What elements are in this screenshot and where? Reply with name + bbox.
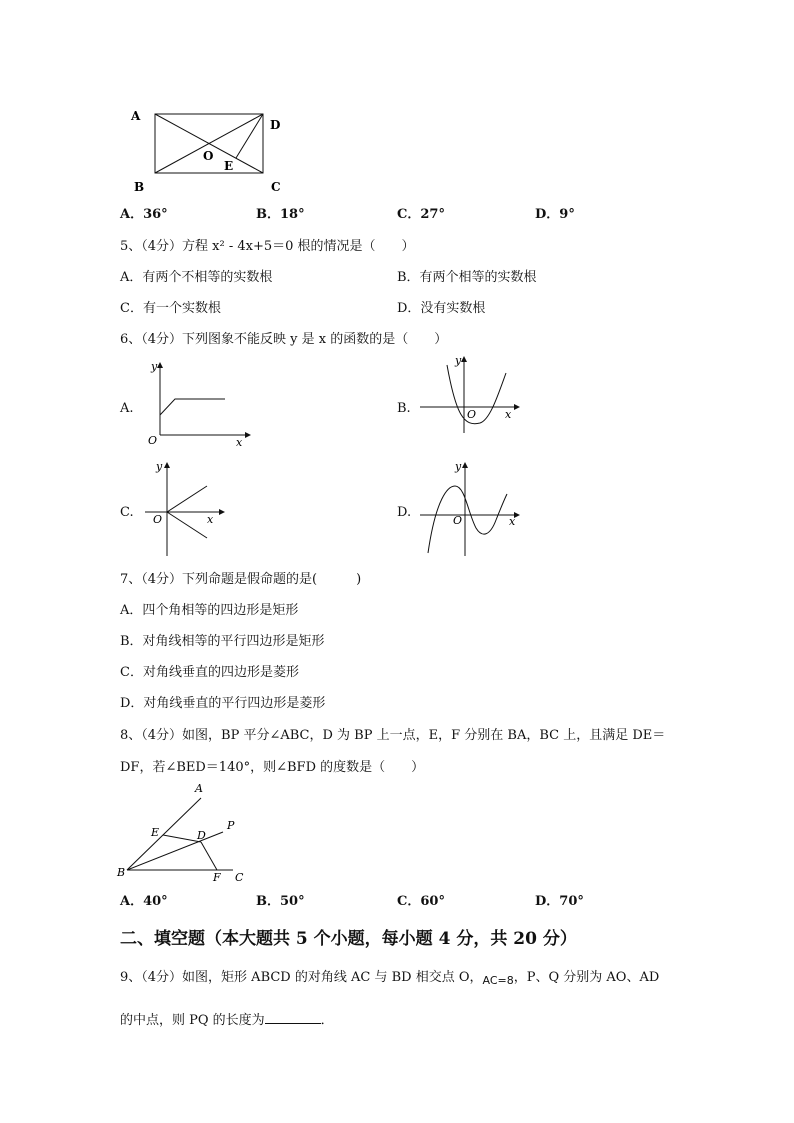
q6-option-b[interactable]: B.: [397, 401, 411, 416]
q8-option-c[interactable]: C．60°: [397, 894, 445, 909]
q6b-y: y: [455, 354, 462, 367]
q5-option-d[interactable]: D．没有实数根: [397, 301, 486, 316]
label-C: C: [271, 180, 281, 194]
q8-label-B: B: [117, 866, 126, 879]
q8-option-a[interactable]: A．40°: [120, 894, 168, 909]
q8-label-P: P: [227, 819, 235, 832]
label-E: E: [224, 159, 234, 173]
q4-option-b[interactable]: B．18°: [256, 207, 305, 222]
q9-answer-blank[interactable]: [265, 1011, 321, 1024]
q7-option-d[interactable]: D．对角线垂直的平行四边形是菱形: [120, 696, 326, 711]
q8-label-C: C: [235, 871, 244, 884]
q6c-y: y: [156, 460, 163, 473]
q6-option-a[interactable]: A.: [120, 401, 134, 416]
q6-graph-a: [145, 360, 255, 450]
q6a-x: x: [236, 436, 243, 449]
q6d-y: y: [455, 460, 462, 473]
q6-option-d[interactable]: D.: [397, 505, 412, 520]
q6c-o: O: [153, 513, 163, 526]
q9-line2-before: 的中点，则 PQ 的长度为: [120, 1013, 265, 1028]
q6-option-c[interactable]: C.: [120, 505, 134, 520]
q5-option-b[interactable]: B．有两个相等的实数根: [397, 270, 537, 285]
q6-stem: 6、（4分）下列图象不能反映 y 是 x 的函数的是（ ）: [120, 332, 448, 347]
q5-option-c[interactable]: C．有一个实数根: [120, 301, 221, 316]
q8-label-F: F: [213, 871, 221, 884]
q7-option-a[interactable]: A．四个角相等的四边形是矩形: [120, 603, 299, 618]
label-B: B: [134, 180, 145, 194]
q7-option-c[interactable]: C．对角线垂直的四边形是菱形: [120, 665, 299, 680]
q6c-x: x: [207, 513, 214, 526]
q9-stem-part2: ，P、Q 分别为 AO、AD: [513, 970, 660, 985]
q9-stem-line2: [120, 1011, 334, 1029]
q6a-o: O: [148, 434, 158, 447]
q8-label-D: D: [197, 829, 206, 842]
section-title-fill-in: 二、填空题（本大题共 5 个小题，每小题 4 分，共 20 分）: [120, 929, 577, 949]
q8-option-b[interactable]: B．50°: [256, 894, 305, 909]
q9-line2-after: ．: [320, 1013, 334, 1028]
q4-option-c[interactable]: C．27°: [397, 207, 445, 222]
q4-option-d[interactable]: D．9°: [535, 207, 575, 222]
q6b-o: O: [467, 408, 477, 421]
angle-bisector-figure: [115, 780, 255, 885]
q7-option-b[interactable]: B．对角线相等的平行四边形是矩形: [120, 634, 325, 649]
q8-label-E: E: [151, 826, 160, 839]
q6-graph-b: [420, 355, 530, 435]
q6a-y: y: [151, 360, 158, 373]
q4-option-a[interactable]: A．36°: [120, 207, 168, 222]
q8-label-A: A: [195, 782, 203, 795]
q6d-o: O: [453, 514, 463, 527]
q6-graph-d: [420, 458, 530, 558]
q6d-x: x: [509, 515, 516, 528]
rectangle-figure: [125, 105, 295, 195]
q9-stem-line1: [120, 970, 659, 986]
q8-option-d[interactable]: D．70°: [535, 894, 584, 909]
q5-option-a[interactable]: A．有两个不相等的实数根: [120, 270, 273, 285]
q9-formula: AC=8: [482, 974, 514, 987]
q5-stem: 5、（4分）方程 x² - 4x+5＝0 根的情况是（ ）: [120, 239, 415, 254]
q6-graph-c: [145, 458, 235, 558]
q7-stem: 7、（4分）下列命题是假命题的是( ): [120, 572, 362, 587]
q6b-x: x: [505, 408, 512, 421]
label-A: A: [131, 109, 141, 123]
label-O: O: [203, 149, 214, 163]
q8-stem-line1: 8、（4分）如图，BP 平分∠ABC，D 为 BP 上一点，E，F 分别在 BA，BC 上，且满足 DE＝: [120, 728, 666, 743]
label-D: D: [270, 118, 281, 132]
q8-stem-line2: DF，若∠BED＝140°，则∠BFD 的度数是（ ）: [120, 760, 425, 775]
q9-stem-part1: 9、（4分）如图，矩形 ABCD 的对角线 AC 与 BD 相交点 O，: [120, 970, 483, 985]
